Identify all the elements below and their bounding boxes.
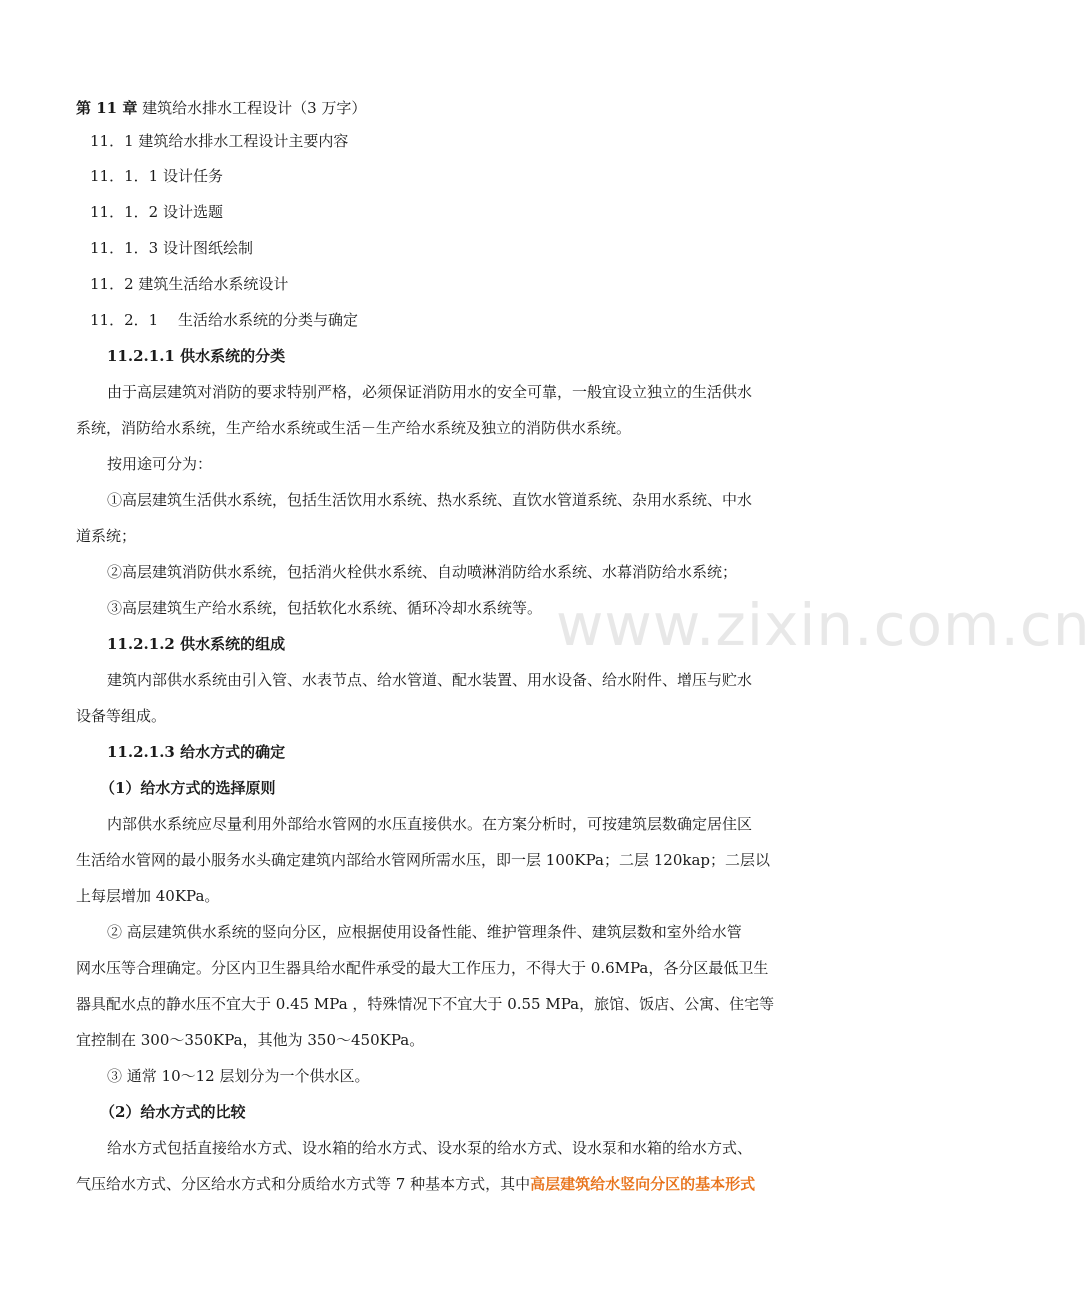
paragraph-line [76, 1174, 755, 1194]
chapter-number: 第 11 章 [76, 99, 138, 117]
toc-item: 11．1 建筑给水排水工程设计主要内容 [90, 132, 349, 150]
chapter-title-text: 建筑给水排水工程设计（3 万字） [137, 99, 367, 117]
paragraph-line: 宜控制在 300～350KPa，其他为 350～450KPa。 [76, 1031, 425, 1049]
list-item: 道系统； [76, 527, 137, 545]
paragraph-line: 设备等组成。 [76, 707, 167, 725]
paragraph-line: 给水方式包括直接给水方式、设水箱的给水方式、设水泵的给水方式、设水泵和水箱的给水方式、 [107, 1139, 753, 1157]
paragraph-line: 按用途可分为： [107, 455, 213, 473]
paragraph-line: 内部供水系统应尽量利用外部给水管网的水压直接供水。在方案分析时，可按建筑层数确定居住区 [107, 815, 753, 833]
toc-item: 11．2．1 生活给水系统的分类与确定 [90, 311, 358, 329]
toc-item: 11．1．3 设计图纸绘制 [90, 239, 253, 257]
paragraph-line: ② 高层建筑供水系统的竖向分区，应根据使用设备性能、维护管理条件、建筑层数和室外给水管 [107, 923, 742, 941]
list-item: ①高层建筑生活供水系统，包括生活饮用水系统、热水系统、直饮水管道系统、杂用水系统、中水 [107, 491, 753, 509]
highlighted-text: 高层建筑给水竖向分区的基本形式 [530, 1175, 756, 1193]
watermark: www.zixin.com.cn [556, 591, 1091, 659]
paragraph-line: 生活给水管网的最小服务水头确定建筑内部给水管网所需水压，即一层 100KPa；二层 120kap；二层以 [76, 851, 771, 869]
chapter-title [76, 98, 366, 118]
paragraph-line: 由于高层建筑对消防的要求特别严格，必须保证消防用水的安全可靠，一般宜设立独立的生活供水 [107, 383, 753, 401]
paragraph-line: 上每层增加 40KPa。 [76, 887, 220, 905]
paragraph-line: 器具配水点的静水压不宜大于 0.45 MPa ，特殊情况下不宜大于 0.55 MPa，旅馆、饭店、公寓、住宅等 [76, 995, 775, 1013]
section-heading: 11.2.1.3 给水方式的确定 [107, 743, 286, 761]
paragraph-text: 气压给水方式、分区给水方式和分质给水方式等 7 种基本方式，其中 [76, 1175, 531, 1193]
list-item: ③高层建筑生产给水系统，包括软化水系统、循环冷却水系统等。 [107, 599, 543, 617]
paragraph-line: 系统，消防给水系统，生产给水系统或生活－生产给水系统及独立的消防供水系统。 [76, 419, 632, 437]
subsection-heading: （1）给水方式的选择原则 [100, 779, 276, 797]
section-heading: 11.2.1.2 供水系统的组成 [107, 635, 286, 653]
toc-item: 11．1．1 设计任务 [90, 167, 223, 185]
list-item: ②高层建筑消防供水系统，包括消火栓供水系统、自动喷淋消防给水系统、水幕消防给水系统； [107, 563, 738, 581]
subsection-heading: （2）给水方式的比较 [100, 1103, 246, 1121]
section-heading: 11.2.1.1 供水系统的分类 [107, 347, 286, 365]
paragraph-line: 建筑内部供水系统由引入管、水表节点、给水管道、配水装置、用水设备、给水附件、增压与贮水 [107, 671, 753, 689]
paragraph-line: 网水压等合理确定。分区内卫生器具给水配件承受的最大工作压力，不得大于 0.6MPa，各分区最低卫生 [76, 959, 769, 977]
paragraph-line: ③ 通常 10～12 层划分为一个供水区。 [107, 1067, 370, 1085]
toc-item: 11．1．2 设计选题 [90, 203, 223, 221]
toc-item: 11．2 建筑生活给水系统设计 [90, 275, 289, 293]
